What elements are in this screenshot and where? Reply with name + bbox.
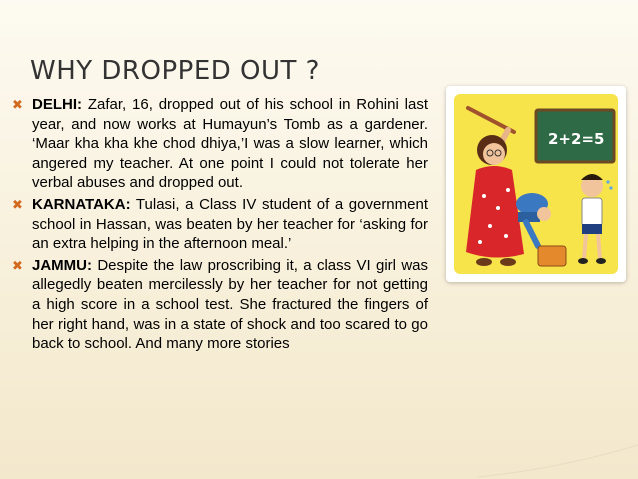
- slide-title: WHY DROPPED OUT ?: [30, 56, 320, 86]
- bullet-lead-jammu: JAMMU:: [32, 256, 92, 274]
- bullet-text-jammu: Despite the law proscribing it, a class VI girl was allegedly beaten mercilessly by her teacher for not getting a high score in a school test. She fractured the fingers of her right hand, was in a state of shock and too scared to go back to school. And many more stories: [32, 256, 428, 353]
- blackboard-text: 2+2=5: [548, 130, 605, 148]
- teacher-beating-student-cartoon: [446, 86, 626, 282]
- bullet-text-karnataka: Tulasi, a Class IV student of a government school in Hassan, was beaten by her teacher for ‘asking for an extra helping in the afternoon meal.’: [32, 195, 428, 253]
- bullet-text-delhi: Zafar, 16, dropped out of his school in Rohini last year, and now works at Humayun’s Tomb as a gardener. ‘Maar kha kha khe chod dhiya,’I was a slow learner, which angered my teacher. At one point I could not tolerate her verbal abuses and dropped out.: [32, 96, 428, 192]
- schoolbag-icon: [538, 246, 566, 266]
- bullet-list: [10, 95, 428, 354]
- blackboard-icon: [536, 110, 614, 162]
- bullet-lead-delhi: DELHI:: [32, 96, 82, 113]
- bullet-item-karnataka: [10, 195, 428, 254]
- x-mark-bullet-icon: ✖: [12, 97, 23, 112]
- x-mark-bullet-icon: ✖: [12, 257, 23, 273]
- bullet-item-jammu: [10, 256, 428, 354]
- bullet-item-delhi: [10, 95, 428, 193]
- decorative-corner-line: [478, 439, 638, 479]
- bullet-lead-karnataka: KARNATAKA:: [32, 195, 131, 213]
- x-mark-bullet-icon: ✖: [12, 196, 23, 212]
